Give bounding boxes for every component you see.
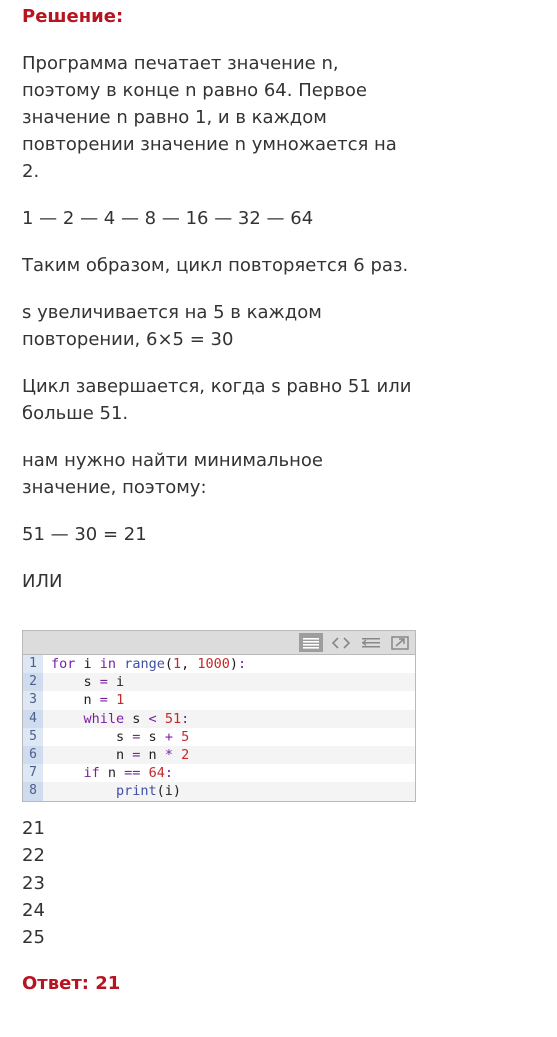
code-text: s = i: [51, 674, 125, 691]
text-line: больше 51.: [22, 403, 129, 424]
text-line: Программа печатает значение n,: [22, 53, 339, 74]
code-line: [23, 655, 415, 673]
text-line: повторении значение n умножается на: [22, 134, 397, 155]
code-line: [23, 710, 415, 728]
final-answer: Ответ: 21: [22, 973, 121, 994]
line-number: 1: [23, 655, 43, 673]
code-text: s = s + 5: [51, 728, 190, 745]
paragraph-explanation: [22, 50, 397, 185]
output-value: 21: [22, 818, 45, 839]
code-line: [23, 746, 415, 764]
view-source-icon[interactable]: [329, 633, 353, 652]
solution-heading: Решение:: [22, 6, 124, 27]
text-line: Цикл завершается, когда s равно 51 или: [22, 376, 412, 397]
open-window-icon[interactable]: [388, 633, 412, 652]
text-line: повторении, 6×5 = 30: [22, 329, 234, 350]
line-number: 8: [23, 782, 43, 800]
program-output: [22, 815, 45, 951]
output-value: 24: [22, 899, 45, 921]
copy-icon[interactable]: [359, 633, 383, 652]
text-line: 2.: [22, 161, 40, 182]
text-line: s увеличивается на 5 в каждом: [22, 302, 322, 323]
code-text: if n == 64:: [83, 765, 173, 782]
paragraph-calculation: [22, 521, 147, 548]
line-number: 4: [23, 710, 43, 728]
text-line: поэтому в конце n равно 64. Первое: [22, 80, 367, 101]
line-number: 2: [23, 673, 43, 691]
code-block: [22, 630, 416, 802]
text-line: значение, поэтому:: [22, 477, 207, 498]
line-number: 5: [23, 728, 43, 746]
code-line: [23, 728, 415, 746]
paragraph-or: [22, 568, 62, 595]
output-value: 25: [22, 927, 45, 949]
text-line: Таким образом, цикл повторяется 6 раз.: [22, 255, 409, 276]
line-number: 7: [23, 764, 43, 782]
output-value: 22: [22, 845, 45, 867]
line-number: 6: [23, 746, 43, 764]
code-toolbar: [23, 631, 415, 655]
output-value: 23: [22, 872, 45, 894]
line-number: 3: [23, 691, 43, 709]
paragraph-loop-count: [22, 252, 408, 279]
paragraph-condition: [22, 373, 411, 427]
code-text: n = 1: [51, 692, 125, 709]
text-line: ИЛИ: [22, 571, 63, 592]
code-line: [23, 673, 415, 691]
text-line: нам нужно найти минимальное: [22, 450, 323, 471]
code-text: while s < 51:: [83, 710, 190, 727]
text-line: 51 — 30 = 21: [22, 524, 147, 545]
code-line: [23, 691, 415, 709]
code-lines: [23, 655, 415, 801]
paragraph-minimum: [22, 447, 323, 501]
text-line: 1 — 2 — 4 — 8 — 16 — 32 — 64: [22, 208, 314, 229]
text-line: значение n равно 1, и в каждом: [22, 107, 327, 128]
plain-view-icon[interactable]: [299, 633, 323, 652]
paragraph-increment: [22, 299, 322, 353]
code-text: for i in range(1, 1000):: [51, 656, 247, 672]
code-line: [23, 764, 415, 782]
code-text: print(i): [116, 783, 182, 800]
code-text: n = n * 2: [51, 746, 190, 763]
code-line: [23, 782, 415, 800]
paragraph-sequence: [22, 205, 313, 232]
